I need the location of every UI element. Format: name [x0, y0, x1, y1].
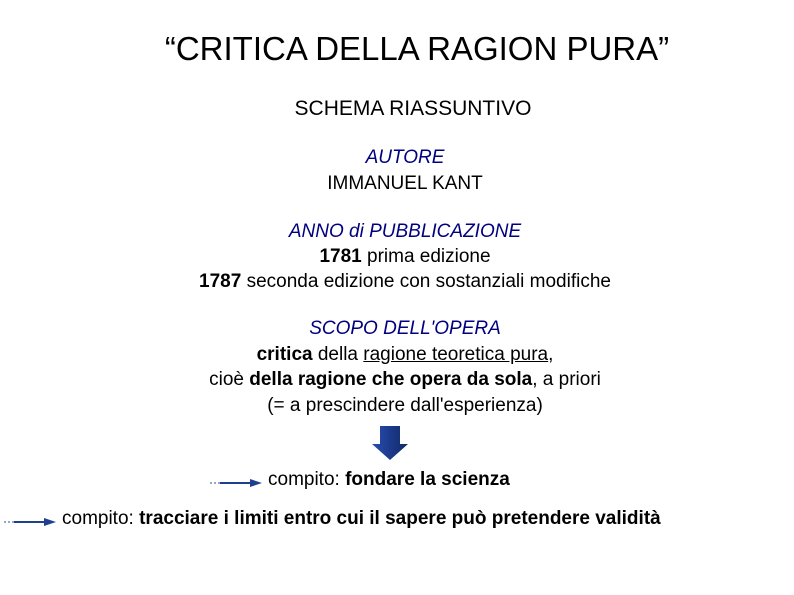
scopo-ragione: ragione teoretica pura	[363, 344, 549, 365]
anno-first-text: prima edizione	[361, 246, 491, 267]
anno-first-year: 1781	[319, 246, 362, 267]
autore-heading: AUTORE	[365, 147, 445, 168]
scopo-critica: critica	[256, 344, 313, 365]
scopo-della: della	[312, 344, 364, 365]
anno-second-year: 1787	[199, 271, 242, 292]
scopo-line-3: (= a prescindere dall'esperienza)	[267, 395, 543, 416]
scopo-a-priori: , a priori	[532, 369, 601, 390]
anno-second-line	[8, 271, 794, 293]
compito-1-prefix: compito:	[268, 469, 346, 490]
scopo-ragione-sola: della ragione che opera da sola	[249, 369, 533, 390]
page-title: “CRITICA DELLA RAGION PURA”	[164, 30, 670, 67]
scopo-comma: ,	[548, 344, 554, 365]
compito-fondare	[268, 469, 510, 491]
scopo-line-2	[8, 369, 794, 391]
arrow-right-icon	[4, 515, 60, 529]
compito-tracciare	[62, 508, 661, 530]
compito-1-text: fondare la scienza	[345, 469, 510, 490]
scopo-heading: SCOPO DELL'OPERA	[309, 318, 501, 339]
compito-2-prefix: compito:	[62, 508, 140, 529]
arrow-right-icon	[210, 476, 266, 490]
compito-2-text: tracciare i limiti entro cui il sapere può pretendere validità	[139, 508, 661, 529]
scopo-line-1	[8, 344, 794, 366]
down-arrow-icon	[372, 426, 408, 460]
anno-heading: ANNO di PUBBLICAZIONE	[288, 221, 522, 242]
anno-second-text: seconda edizione con sostanziali modifiche	[241, 271, 611, 292]
scopo-cioe: cioè	[209, 369, 250, 390]
autore-name: IMMANUEL KANT	[327, 173, 483, 194]
page-subtitle: SCHEMA RIASSUNTIVO	[294, 97, 532, 120]
anno-first-line	[8, 246, 794, 268]
